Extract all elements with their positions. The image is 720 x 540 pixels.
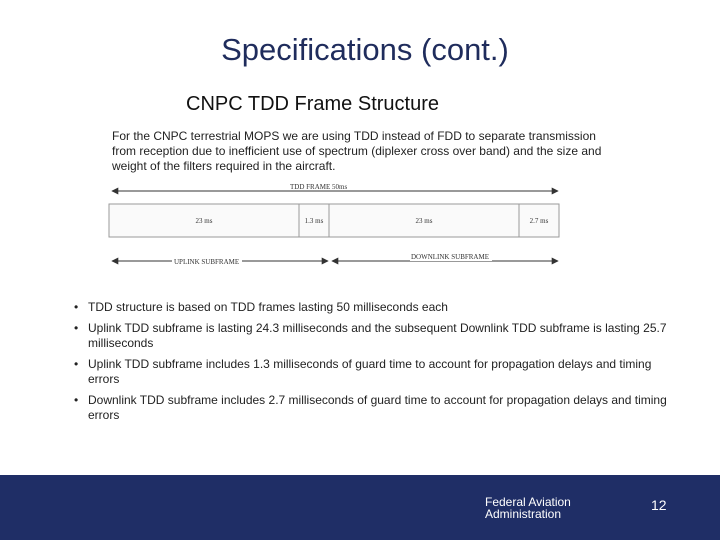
slide-subtitle: CNPC TDD Frame Structure (186, 93, 440, 115)
bullet-item: • TDD structure is based on TDD frames lasting 50 milliseconds each (72, 300, 682, 315)
segment-label: 23 ms (415, 217, 433, 225)
bullet-item: • Uplink TDD subframe includes 1.3 milliseconds of guard time to account for propagation delays and timing errors (72, 357, 682, 387)
segment-label: 23 ms (195, 217, 213, 225)
intro-paragraph: For the CNPC terrestrial MOPS we are using TDD instead of FDD to separate transmission from reception due to inefficient use of spectrum (diplexer cross over band) and the size and weight of the filters required in the aircraft. (112, 129, 602, 173)
footer-bar (0, 475, 720, 540)
segment-label: 1.3 ms (304, 217, 324, 225)
frame-bar (109, 204, 559, 237)
slide-title: Specifications (cont.) (221, 32, 509, 67)
faa-agency-name (485, 496, 605, 520)
bullet-item: • Downlink TDD subframe includes 2.7 milliseconds of guard time to account for propagation delays and timing errors (72, 393, 682, 423)
bullet-item: • Uplink TDD subframe is lasting 24.3 milliseconds and the subsequent Downlink TDD subframe is lasting 25.7 milliseconds (72, 321, 682, 351)
segment-label: 2.7 ms (529, 217, 549, 225)
bullet-list (72, 300, 682, 429)
downlink-subframe-label: DOWNLINK SUBFRAME (411, 253, 489, 261)
agency-line-2: Administration (485, 507, 562, 521)
page-number: 12 (651, 497, 667, 513)
uplink-subframe-label: UPLINK SUBFRAME (174, 258, 240, 266)
frame-label: TDD FRAME 50ms (290, 183, 348, 191)
tdd-frame-diagram (0, 180, 720, 275)
agency-line-1: Federal Aviation (485, 495, 571, 509)
